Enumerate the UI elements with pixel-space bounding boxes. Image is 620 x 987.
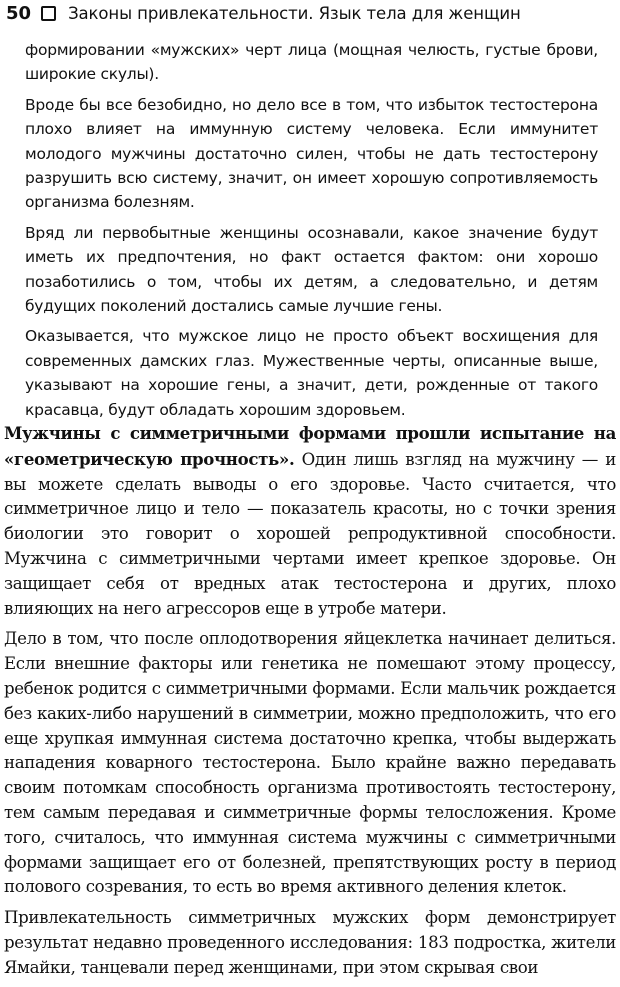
- sidebar-paragraph: Оказывается, что мужское лицо не просто объект восхищения для современных дамских глаз. Мужественные черты, описанные выше, указывают на хорошие гены, а значит, дети, рожденные от такого красавца, будут обладать хорошим здоровьем.: [25, 327, 598, 419]
- running-header: [6, 0, 521, 26]
- sidebar-text-block: [25, 38, 598, 428]
- main-paragraph: Привлекательность симметричных мужских форм демонстрирует результат недавно проведенного исследования: 183 подростка, жители Ямайки, танцевали перед женщинами, при этом скрывая свои: [4, 908, 616, 977]
- main-text-block: [4, 421, 616, 987]
- main-paragraph: Дело в том, что после оплодотворения яйцеклетка начинает делиться. Если внешние факторы или генетика не помешают этому процессу, ребенок родится с симметричными формами. Если мальчик рождается без каких-либо нарушений в симметрии, можно предположить, что его еще хрупкая иммунная система достаточно крепка, чтобы выдержать нападения коварного тестостерона. Было крайне важно передавать своим потомкам способность организма противостоять тестостерону, тем самым передавая и симметричные формы телосложения. Кроме того, считалось, что иммунная система мужчины с симметричными формами защищает его от болезней, препятствующих росту в период полового созревания, то есть во время активного деления клеток.: [4, 629, 616, 897]
- sidebar-paragraph: Вроде бы все безобидно, но дело все в том, что избыток тестостерона плохо влияет на иммунную систему человека. Если иммунитет молодого мужчины достаточно силен, чтобы не дать тестостерону разрушить всю систему, значит, он имеет хорошую сопротивляемость организма болезням.: [25, 95, 598, 212]
- header-title: Законы привлекательности. Язык тела для женщин: [68, 3, 521, 23]
- sidebar-paragraph: формировании «мужских» черт лица (мощная челюсть, густые брови, широкие скулы).: [25, 41, 598, 84]
- main-paragraph: [4, 421, 616, 621]
- sidebar-paragraph: Вряд ли первобытные женщины осознавали, какое значение будут иметь их предпочтения, но факт остается фактом: они хорошо позаботились о том, чтобы их детям, а следовательно, и детям будущих поколений достались самые лучшие гены.: [25, 223, 598, 316]
- page-number: 50: [6, 2, 32, 24]
- square-bullet-icon: [41, 6, 56, 21]
- paragraph-body: Один лишь взгляд на мужчину — и вы можете сделать выводы о его здоровье. Часто считается, что симметричное лицо и тело — показатель красоты, но с точки зрения биологии это говорит о хорошей репродуктивной способности. Мужчина с симметричными чертами имеет крепкое здоровье. Он защищает себя от вредных атак тестостерона и других, плохо влияющих на него агрессоров еще в утробе матери.: [4, 449, 616, 618]
- paragraph-lead-heading: Мужчины с симметричными формами прошли испытание на «геометрическую прочность».: [4, 423, 616, 469]
